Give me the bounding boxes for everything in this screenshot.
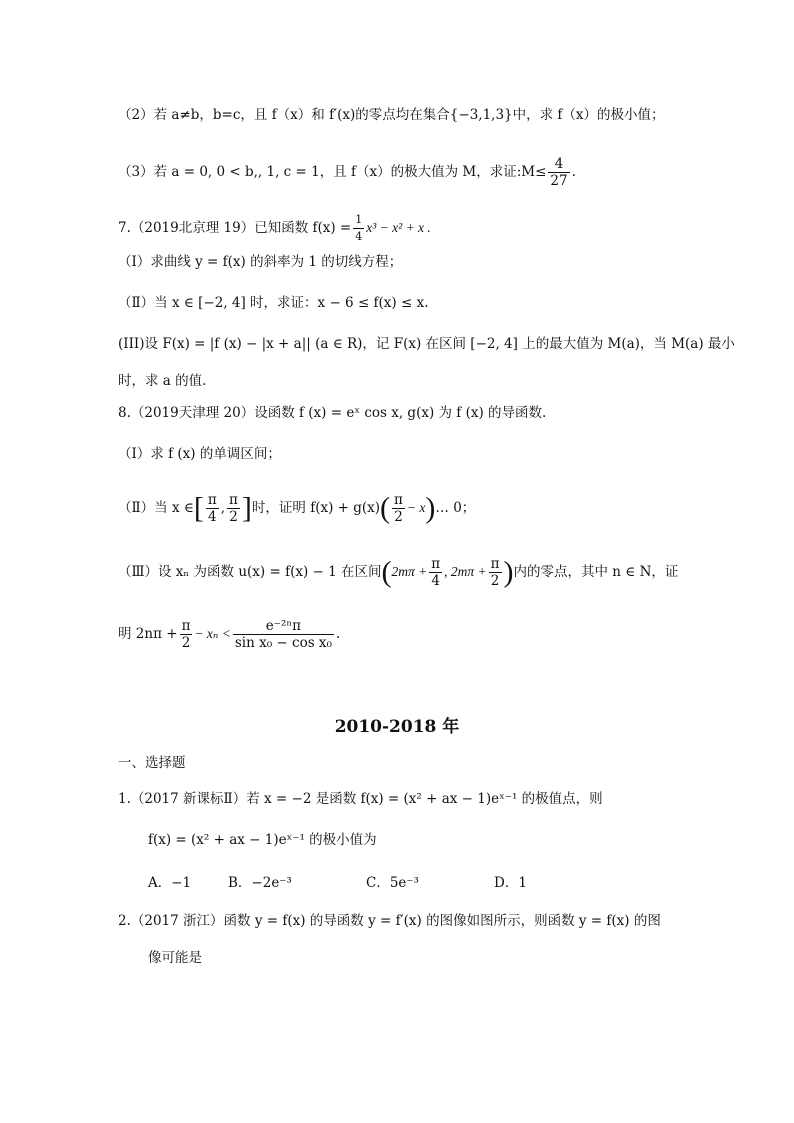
minus-x: − x bbox=[406, 500, 426, 515]
fraction-denominator: 4 bbox=[431, 573, 440, 589]
problem-7-heading-text: 7.（2019北京理 19）已知函数 f(x) = bbox=[118, 220, 352, 236]
fraction-denominator: 4 bbox=[208, 509, 217, 525]
fraction-denominator: 4 bbox=[355, 230, 363, 243]
problem-7-heading bbox=[118, 212, 431, 245]
problem-7-part-1: （Ⅰ）求曲线 y = f(x) 的斜率为 1 的切线方程； bbox=[118, 254, 403, 270]
problem-8-part-2-end: … 0； bbox=[435, 500, 476, 516]
problem-7-part-2: （Ⅱ）当 x ∈ [−2, 4] 时，求证：x − 6 ≤ f(x) ≤ x. bbox=[118, 295, 429, 311]
fraction-denominator: 2 bbox=[181, 635, 191, 651]
problem-8-heading: 8.（2019天津理 20）设函数 f (x) = eˣ cos x, g(x) 为 f (x) 的导函数. bbox=[118, 405, 547, 421]
interval-start: 2mπ + bbox=[391, 564, 428, 579]
problem-8-part-2-text: （Ⅱ）当 x ∈ bbox=[118, 500, 194, 516]
fraction-numerator: 1 bbox=[353, 212, 364, 229]
problem-8-part-2-claim: 时，证明 f(x) + g(x) bbox=[251, 500, 381, 516]
left-paren: ( bbox=[380, 491, 391, 525]
option-c: C．5e⁻³ bbox=[366, 875, 419, 891]
fraction-4-27 bbox=[548, 156, 569, 189]
fraction-pi-2 bbox=[227, 492, 240, 525]
fraction-denominator: sin x₀ − cos x₀ bbox=[234, 635, 332, 651]
fraction-exp-over-trig bbox=[233, 618, 334, 651]
fraction-denominator: 2 bbox=[490, 573, 500, 589]
option-a: A．−1 bbox=[148, 875, 192, 891]
fraction-denominator: 2 bbox=[394, 509, 403, 525]
fraction-1-4 bbox=[353, 212, 364, 245]
fraction-numerator: π bbox=[207, 492, 217, 508]
minus-xn: − xₙ < bbox=[194, 626, 231, 641]
problem-8-part-1: （Ⅰ）求 f (x) 的单调区间； bbox=[118, 446, 281, 462]
problem-8-part-3-cont: 内的零点，其中 n ∈ N，证 bbox=[513, 564, 679, 580]
right-paren: ) bbox=[425, 491, 436, 525]
right-bracket: ] bbox=[241, 491, 252, 525]
right-paren: ) bbox=[503, 555, 514, 589]
fraction-numerator: π bbox=[394, 492, 403, 508]
question-1-options bbox=[148, 872, 527, 894]
question-2-line-2: 像可能是 bbox=[148, 950, 202, 966]
fraction-numerator: π bbox=[490, 556, 500, 572]
fraction-denominator: 27 bbox=[550, 173, 568, 189]
problem-7-part-3-line-2: 时，求 a 的值. bbox=[118, 373, 207, 389]
fraction-numerator: 4 bbox=[548, 156, 569, 173]
problem-6-part-2: （2）若 a≠b，b=c，且 f（x）和 f′(x)的零点均在集合{−3,1,3}中，求 f（x）的极小值； bbox=[118, 107, 665, 123]
fraction-pi-2-c bbox=[489, 556, 502, 589]
period: . bbox=[571, 164, 576, 180]
problem-7-part-3-line-1: (III)设 F(x) = |f (x) − |x + a|| (a ∈ R)，记 F(x) 在区间 [−2, 4] 上的最大值为 M(a)，当 M(a) 最小 bbox=[118, 336, 735, 352]
interval-end: , 2mπ + bbox=[444, 564, 487, 579]
problem-8-part-3-text: （Ⅲ）设 xₙ 为函数 u(x) = f(x) − 1 在区间 bbox=[118, 564, 382, 580]
fraction-pi-4 bbox=[206, 492, 219, 525]
fraction-pi-4-b bbox=[429, 556, 442, 589]
period: . bbox=[335, 626, 341, 642]
fraction-pi-2-b bbox=[392, 492, 405, 525]
question-1-line-1: 1.（2017 新课标Ⅱ）若 x = −2 是函数 f(x) = (x² + ax − 1)eˣ⁻¹ 的极值点，则 bbox=[118, 791, 603, 807]
fraction-numerator: e⁻²ⁿπ bbox=[233, 618, 334, 635]
problem-6-part-3 bbox=[118, 156, 576, 189]
option-b: B．−2e⁻³ bbox=[228, 875, 292, 891]
question-1-line-2: f(x) = (x² + ax − 1)eˣ⁻¹ 的极小值为 bbox=[148, 832, 377, 848]
problem-8-part-2: （Ⅱ）当 x ∈[ $\frac{\pi}{4}$ , $\frac{\pi}{2}$ ]时，证明 f(x) + g(x)( $\frac{\pi}{2}$ − x)… 0； bbox=[118, 491, 476, 525]
section-heading-choice: 一、选择题 bbox=[118, 755, 186, 771]
left-bracket: [ bbox=[193, 491, 204, 525]
option-d: D．1 bbox=[494, 875, 527, 891]
fraction-denominator: 2 bbox=[229, 509, 238, 525]
problem-8-part-3-line-2 bbox=[118, 618, 340, 651]
fraction-numerator: π bbox=[431, 556, 441, 572]
problem-7-function-tail: x³ − x² + x . bbox=[366, 220, 431, 235]
fraction-numerator: π bbox=[229, 492, 238, 508]
left-paren: ( bbox=[381, 555, 392, 589]
fraction-numerator: π bbox=[181, 618, 191, 634]
problem-6-part-3-text: （3）若 a = 0, 0 < b,, 1, c = 1，且 f（x）的极大值为 M，求证:M≤ bbox=[118, 164, 547, 180]
problem-8-part-3-prove: 明 2nπ + bbox=[118, 626, 178, 642]
section-title: 2010-2018 年 bbox=[334, 717, 460, 737]
question-2-line-1: 2.（2017 浙江）函数 y = f(x) 的导函数 y = f′(x) 的图像如图所示，则函数 y = f(x) 的图 bbox=[118, 913, 661, 929]
problem-8-part-3-line-1 bbox=[118, 556, 678, 589]
fraction-pi-2-d bbox=[180, 618, 193, 651]
